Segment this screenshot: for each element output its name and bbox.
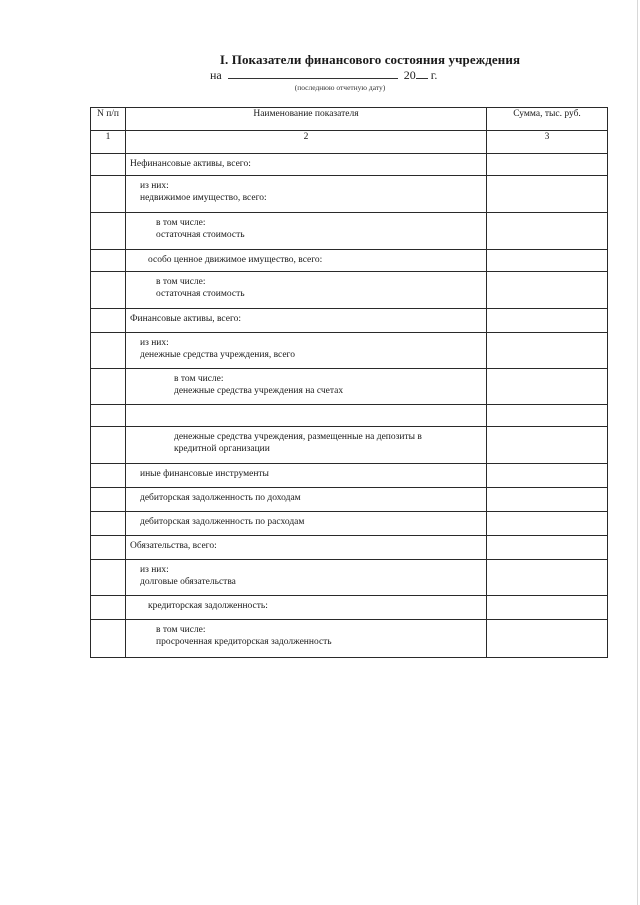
row-number-cell[interactable] xyxy=(91,536,126,560)
amount-cell[interactable] xyxy=(487,309,608,333)
indicator-label: из них: xyxy=(140,565,169,575)
indicator-cell xyxy=(126,560,487,596)
page-title: I. Показатели финансового состояния учреждения xyxy=(219,52,521,67)
indicator-cell xyxy=(126,596,487,620)
indicator-cell xyxy=(126,176,487,213)
row-number-cell[interactable] xyxy=(91,427,126,464)
row-number-cell[interactable] xyxy=(91,464,126,488)
indicator-label: недвижимое имущество, всего: xyxy=(140,193,267,203)
header-amount: Сумма, тыс. руб. xyxy=(487,108,608,131)
year-prefix: 20 xyxy=(403,68,416,82)
table-row xyxy=(91,369,608,405)
indicator-cell xyxy=(126,512,487,536)
header-indicator: Наименование показателя xyxy=(126,108,487,131)
indicator-cell xyxy=(126,250,487,272)
amount-cell[interactable] xyxy=(487,488,608,512)
indicator-cell xyxy=(126,427,487,464)
table-row xyxy=(91,427,608,464)
amount-cell[interactable] xyxy=(487,250,608,272)
amount-cell[interactable] xyxy=(487,464,608,488)
indicator-label: в том числе: xyxy=(156,218,206,228)
table-row xyxy=(91,272,608,309)
indicator-label: кредиторская задолженность: xyxy=(148,601,268,611)
indicator-cell xyxy=(126,333,487,369)
indicator-label xyxy=(126,405,486,409)
row-number-cell[interactable] xyxy=(91,333,126,369)
indicator-label: дебиторская задолженность по доходам xyxy=(140,493,301,503)
table-header-row xyxy=(91,108,608,131)
table-row xyxy=(91,596,608,620)
indicator-label: из них: xyxy=(140,338,169,348)
indicator-label: в том числе: xyxy=(156,277,206,287)
table-row xyxy=(91,213,608,250)
amount-cell[interactable] xyxy=(487,405,608,427)
indicator-cell xyxy=(126,536,487,560)
table-row xyxy=(91,620,608,658)
indicator-label: дебиторская задолженность по расходам xyxy=(140,517,305,527)
amount-cell[interactable] xyxy=(487,512,608,536)
indicator-label: денежные средства учреждения, размещенные на депозиты в xyxy=(174,432,422,442)
column-number-row xyxy=(91,131,608,154)
row-number-cell[interactable] xyxy=(91,309,126,333)
row-number-cell[interactable] xyxy=(91,596,126,620)
amount-cell[interactable] xyxy=(487,333,608,369)
date-blank-field[interactable] xyxy=(228,68,398,79)
table-row xyxy=(91,512,608,536)
table-row xyxy=(91,488,608,512)
table-row xyxy=(91,154,608,176)
indicator-label: иные финансовые инструменты xyxy=(140,469,269,479)
column-number-3: 3 xyxy=(487,131,608,154)
row-number-cell[interactable] xyxy=(91,620,126,658)
indicator-label: из них: xyxy=(140,181,169,191)
row-number-cell[interactable] xyxy=(91,512,126,536)
column-number-1: 1 xyxy=(91,131,126,154)
indicator-label: в том числе: xyxy=(156,625,206,635)
row-number-cell[interactable] xyxy=(91,560,126,596)
indicator-cell xyxy=(126,309,487,333)
date-prefix: на xyxy=(210,68,222,82)
indicator-label: Обязательства, всего: xyxy=(130,541,217,551)
indicator-label: особо ценное движимое имущество, всего: xyxy=(148,255,323,265)
indicator-label: в том числе: xyxy=(174,374,224,384)
indicator-cell xyxy=(126,369,487,405)
table-row xyxy=(91,464,608,488)
indicator-cell xyxy=(126,464,487,488)
amount-cell[interactable] xyxy=(487,620,608,658)
amount-cell[interactable] xyxy=(487,213,608,250)
row-number-cell[interactable] xyxy=(91,405,126,427)
page-edge-line xyxy=(637,0,638,905)
header-number: N п/п xyxy=(91,108,126,131)
indicator-cell xyxy=(126,213,487,250)
indicator-label: остаточная стоимость xyxy=(156,230,245,240)
table-row xyxy=(91,309,608,333)
indicator-cell xyxy=(126,272,487,309)
amount-cell[interactable] xyxy=(487,176,608,213)
row-number-cell[interactable] xyxy=(91,369,126,405)
amount-cell[interactable] xyxy=(487,154,608,176)
table-row xyxy=(91,405,608,427)
indicator-label: денежные средства учреждения, всего xyxy=(140,350,295,360)
table-row xyxy=(91,560,608,596)
table-row xyxy=(91,536,608,560)
amount-cell[interactable] xyxy=(487,536,608,560)
row-number-cell[interactable] xyxy=(91,213,126,250)
row-number-cell[interactable] xyxy=(91,250,126,272)
table-row xyxy=(91,250,608,272)
indicator-label: Нефинансовые активы, всего: xyxy=(130,159,251,169)
column-number-2: 2 xyxy=(126,131,487,154)
indicator-cell xyxy=(126,154,487,176)
row-number-cell[interactable] xyxy=(91,272,126,309)
amount-cell[interactable] xyxy=(487,427,608,464)
financial-state-table xyxy=(90,107,608,658)
amount-cell[interactable] xyxy=(487,369,608,405)
indicator-label: просроченная кредиторская задолженность xyxy=(156,637,332,647)
report-date-line xyxy=(210,68,570,83)
row-number-cell[interactable] xyxy=(91,176,126,213)
row-number-cell[interactable] xyxy=(91,154,126,176)
year-blank-field[interactable] xyxy=(416,68,428,79)
amount-cell[interactable] xyxy=(487,560,608,596)
indicator-label: денежные средства учреждения на счетах xyxy=(174,386,344,396)
row-number-cell[interactable] xyxy=(91,488,126,512)
indicator-label: Финансовые активы, всего: xyxy=(130,314,241,324)
amount-cell[interactable] xyxy=(487,596,608,620)
indicator-label: долговые обязательства xyxy=(140,577,236,587)
amount-cell[interactable] xyxy=(487,272,608,309)
indicator-label: остаточная стоимость xyxy=(156,289,245,299)
date-note: (последнюю отчетную дату) xyxy=(294,83,386,92)
indicator-cell xyxy=(126,405,487,427)
table-row xyxy=(91,176,608,213)
indicator-cell xyxy=(126,488,487,512)
indicator-cell xyxy=(126,620,487,658)
indicator-label: кредитной организации xyxy=(174,444,270,454)
table-row xyxy=(91,333,608,369)
year-suffix: г. xyxy=(430,68,438,82)
